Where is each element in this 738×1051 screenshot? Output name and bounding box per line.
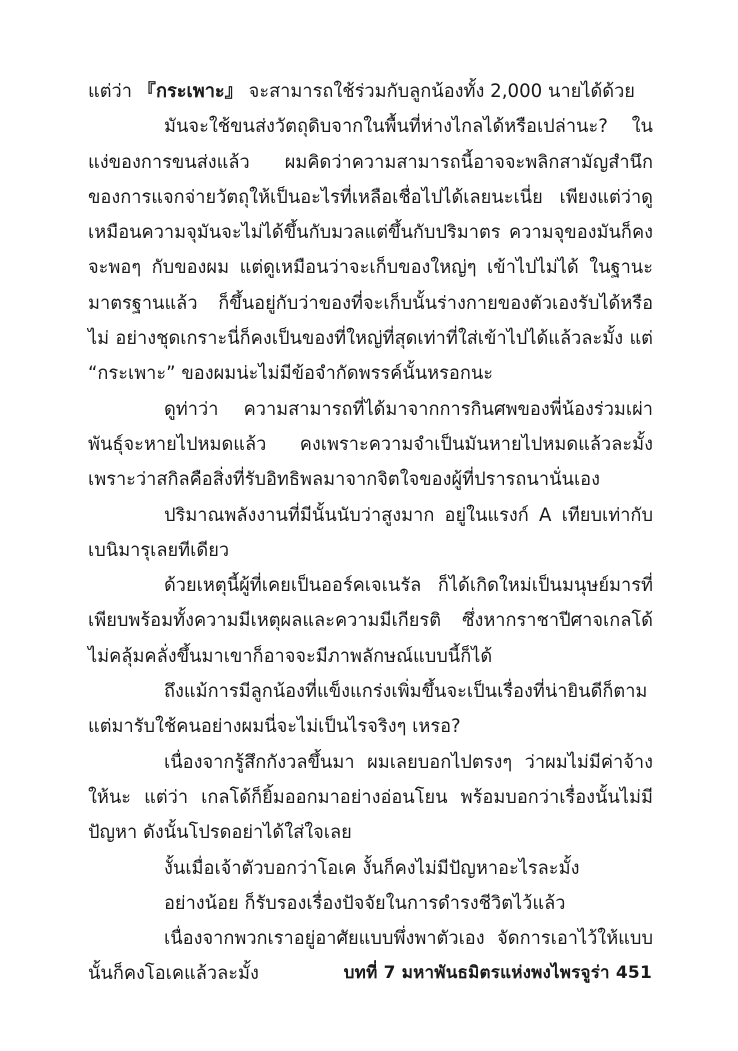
page-number: 451 [615,963,652,983]
paragraph-4: ปริมาณพลังงานที่มีนั้นนับว่าสูงมาก อยู่ในแรงก์ A เทียบเท่ากับเบนิมารุเลยทีเดียว [88,504,653,561]
paragraph-1 [88,74,653,109]
paragraph-7: เนื่องจากรู้สึกกังวลขึ้นมา ผมเลยบอกไปตรงๆ ว่าผมไม่มีค่าจ้างให้นะ แต่ว่า เกลโด้ก็ยิ้มออกมาอย่างอ่อนโยน พร้อมบอกว่าเรื่องนั้นไม่มีปัญหา ดังนั้นโปรดอย่าได้ใส่ใจเลย [88,751,653,844]
body-text [88,74,653,992]
paragraph-2: มันจะใช้ขนส่งวัตถุดิบจากในพื้นที่ห่างไกลได้หรือเปล่านะ? ในแง่ของการขนส่งแล้ว ผมคิดว่าความสามารถนี้อาจจะพลิกสามัญสำนึกของการแจกจ่ายวัตถุให้เป็นอะไรที่เหลือเชื่อไปได้เลยนะเนี่ย เพียงแต่ว่าดูเหมือนความจุมันจะไม่ได้ขึ้นกับมวลแต่ขึ้นกับปริมาตร ความจุของมันก็คงจะพอๆ กับของผม แต่ดูเหมือนว่าจะเก็บของใหญ่ๆ เข้าไปไม่ได้ ในฐานะมาตรฐานแล้ว ก็ขึ้นอยู่กับว่าของที่จะเก็บนั้นร่างกายของตัวเองรับได้หรือไม่ อย่างชุดเกราะนี่ก็คงเป็นของที่ใหญ่ที่สุดเท่าที่ใส่เข้าไปได้แล้วละมั้ง แต่ “กระเพาะ” ของผมน่ะไม่มีข้อจำกัดพรรค์นั้นหรอกนะ [88,116,653,385]
emphasized-term: 『กระเพาะ』 [137,81,243,102]
chapter-title: บทที่ 7 มหาพันธมิตรแห่งพงไพรจูร่า [343,963,610,983]
page-footer [344,959,652,986]
paragraph-5: ด้วยเหตุนี้ผู้ที่เคยเป็นออร์คเจเนรัล ก็ได้เกิดใหม่เป็นมนุษย์มารที่เพียบพร้อมทั้งความมีเหตุผลและความมีเกียรติ ซึ่งหากราชาปีศาจเกลโด้ไม่คลุ้มคลั่งขึ้นมาเขาก็อาจจะมีภาพลักษณ์แบบนี้ก็ได้ [88,575,653,667]
paragraph-6: ถึงแม้การมีลูกน้องที่แข็งแกร่งเพิ่มขึ้นจะเป็นเรื่องที่น่ายินดีก็ตาม แต่มารับใช้คนอย่างผมนี่จะไม่เป็นไรจริงๆ เหรอ? [88,681,648,738]
paragraph-8: งั้นเมื่อเจ้าตัวบอกว่าโอเค งั้นก็คงไม่มีปัญหาอะไรละมั้ง [164,857,580,879]
paragraph-1-prefix: แต่ว่า [88,81,138,102]
paragraph-1-text: จะสามารถใช้ร่วมกับลูกน้องทั้ง 2,000 นายได้ด้วย [242,81,635,102]
paragraph-9: อย่างน้อย ก็รับรองเรื่องปัจจัยในการดำรงชีวิตไว้แล้ว [164,892,566,914]
paragraph-10: เนื่องจากพวกเราอยู่อาศัยแบบพึ่งพาตัวเอง จัดการเอาไว้ให้แบบนั้นก็คงโอเคแล้วละมั้ง [88,928,653,985]
paragraph-3: ดูท่าว่า ความสามารถที่ได้มาจากการกินศพของพี่น้องร่วมเผ่าพันธุ์จะหายไปหมดแล้ว คงเพราะความจำเป็นมันหายไปหมดแล้วละมั้ง เพราะว่าสกิลคือสิ่งที่รับอิทธิพลมาจากจิตใจของผู้ที่ปรารถนานั่นเอง [88,398,653,491]
